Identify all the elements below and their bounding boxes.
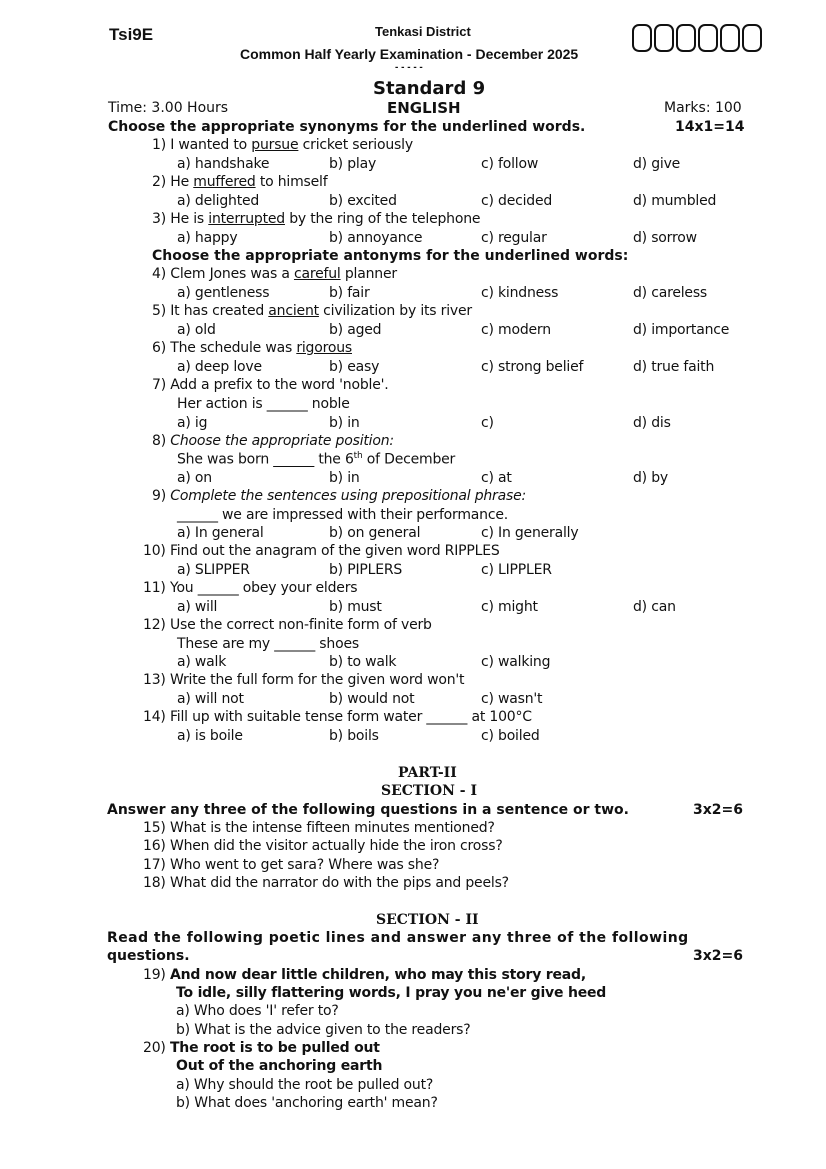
- question-11: 11) You ______ obey your elders: [143, 580, 358, 596]
- marks-label: Marks: 100: [664, 100, 742, 116]
- q19-subquestion-a: a) Who does 'I' refer to?: [176, 1003, 339, 1019]
- subject-title: ENGLISH: [387, 99, 461, 117]
- q10-option-b: b) PIPLERS: [329, 562, 403, 578]
- q13-option-b: b) would not: [329, 691, 415, 707]
- q12-option-b: b) to walk: [329, 654, 397, 670]
- q7-option-a: a) ig: [177, 415, 208, 431]
- question-1: 1) I wanted to pursue cricket seriously: [152, 137, 413, 153]
- q6-option-d: d) true faith: [633, 359, 715, 375]
- q14-option-a: a) is boile: [177, 728, 243, 744]
- q8-option-d: d) by: [633, 470, 668, 486]
- q4-option-a: a) gentleness: [177, 285, 270, 301]
- q8-option-a: a) on: [177, 470, 212, 486]
- q11-option-c: c) might: [481, 599, 538, 615]
- antonyms-instruction: Choose the appropriate antonyms for the underlined words:: [152, 248, 629, 264]
- paper-code: Tsi9E: [109, 25, 154, 44]
- q3-option-c: c) regular: [481, 230, 547, 246]
- q13-option-a: a) will not: [177, 691, 244, 707]
- q6-option-c: c) strong belief: [481, 359, 584, 375]
- question-6: 6) The schedule was rigorous: [152, 340, 352, 356]
- q12-sentence: These are my ______ shoes: [177, 636, 359, 652]
- question-17: 17) Who went to get sara? Where was she?: [143, 857, 440, 873]
- q5-option-b: b) aged: [329, 322, 382, 338]
- district-title: Tenkasi District: [375, 24, 471, 39]
- question-19: 19) And now dear little children, who may this story read,: [143, 967, 586, 983]
- question-20: 20) The root is to be pulled out: [143, 1040, 380, 1056]
- question-2: 2) He muffered to himself: [152, 174, 328, 190]
- q11-option-a: a) will: [177, 599, 218, 615]
- question-5: 5) It has created ancient civilization by its river: [152, 303, 472, 319]
- q14-option-c: c) boiled: [481, 728, 540, 744]
- q12-option-c: c) walking: [481, 654, 551, 670]
- section1-marks: 3x2=6: [693, 802, 743, 818]
- q8-sentence: She was born ______ the 6th of December: [177, 451, 456, 468]
- q1-option-c: c) follow: [481, 156, 539, 172]
- q19-poem-line2: To idle, silly flattering words, I pray you ne'er give heed: [176, 985, 607, 1001]
- q2-option-c: c) decided: [481, 193, 553, 209]
- question-4: 4) Clem Jones was a careful planner: [152, 266, 397, 282]
- q4-option-c: c) kindness: [481, 285, 559, 301]
- q12-option-a: a) walk: [177, 654, 227, 670]
- question-3: 3) He is interrupted by the ring of the telephone: [152, 211, 481, 227]
- question-14: 14) Fill up with suitable tense form water ______ at 100°C: [143, 709, 532, 725]
- q7-option-b: b) in: [329, 415, 360, 431]
- q9-option-a: a) In general: [177, 525, 264, 541]
- q1-option-b: b) play: [329, 156, 377, 172]
- section1-instruction: Answer any three of the following questions in a sentence or two.: [107, 802, 629, 818]
- q1-option-a: a) handshake: [177, 156, 270, 172]
- q2-option-d: d) mumbled: [633, 193, 717, 209]
- section2-instruction-line2: questions.: [107, 948, 190, 964]
- q3-option-a: a) happy: [177, 230, 238, 246]
- q2-option-b: b) excited: [329, 193, 397, 209]
- q11-option-b: b) must: [329, 599, 382, 615]
- part2-title: PART-II: [398, 765, 457, 781]
- q8-option-c: c) at: [481, 470, 512, 486]
- question-8: 8) Choose the appropriate position:: [152, 433, 394, 449]
- q20-subquestion-b: b) What does 'anchoring earth' mean?: [176, 1095, 438, 1111]
- q10-option-a: a) SLIPPER: [177, 562, 250, 578]
- q11-option-d: d) can: [633, 599, 676, 615]
- section2-title: SECTION - II: [376, 912, 479, 928]
- section2-instruction-line1: Read the following poetic lines and answer any three of the following: [107, 930, 689, 946]
- q5-option-c: c) modern: [481, 322, 551, 338]
- register-number-boxes: [632, 24, 762, 52]
- q9-option-c: c) In generally: [481, 525, 579, 541]
- time-label: Time: 3.00 Hours: [108, 100, 229, 116]
- section1-title: SECTION - I: [381, 783, 477, 799]
- q3-option-d: d) sorrow: [633, 230, 697, 246]
- q20-subquestion-a: a) Why should the root be pulled out?: [176, 1077, 434, 1093]
- q20-poem-line2: Out of the anchoring earth: [176, 1058, 383, 1074]
- part1-marks: 14x1=14: [675, 119, 745, 135]
- question-18: 18) What did the narrator do with the pips and peels?: [143, 875, 509, 891]
- section2-marks: 3x2=6: [693, 948, 743, 964]
- q5-option-d: d) importance: [633, 322, 730, 338]
- q7-option-c: c): [481, 415, 494, 431]
- q13-option-c: c) wasn't: [481, 691, 543, 707]
- q9-option-b: b) on general: [329, 525, 421, 541]
- q6-option-b: b) easy: [329, 359, 380, 375]
- q2-option-a: a) delighted: [177, 193, 260, 209]
- q8-option-b: b) in: [329, 470, 360, 486]
- q10-option-c: c) LIPPLER: [481, 562, 552, 578]
- header-dashes: - - - - -: [395, 62, 423, 73]
- exam-title: Common Half Yearly Examination - December 2025: [240, 46, 579, 62]
- q19-subquestion-b: b) What is the advice given to the readers?: [176, 1022, 471, 1038]
- q1-option-d: d) give: [633, 156, 681, 172]
- question-7: 7) Add a prefix to the word 'noble'.: [152, 377, 389, 393]
- question-16: 16) When did the visitor actually hide the iron cross?: [143, 838, 503, 854]
- q5-option-a: a) old: [177, 322, 216, 338]
- q9-sentence: ______ we are impressed with their performance.: [177, 507, 509, 523]
- q4-option-d: d) careless: [633, 285, 708, 301]
- standard-title: Standard 9: [373, 78, 486, 99]
- synonyms-instruction: Choose the appropriate synonyms for the underlined words.: [108, 119, 586, 135]
- q14-option-b: b) boils: [329, 728, 379, 744]
- q4-option-b: b) fair: [329, 285, 370, 301]
- q7-sentence: Her action is ______ noble: [177, 396, 350, 412]
- question-13: 13) Write the full form for the given word won't: [143, 672, 465, 688]
- question-10: 10) Find out the anagram of the given word RIPPLES: [143, 543, 500, 559]
- question-9: 9) Complete the sentences using prepositional phrase:: [152, 488, 527, 504]
- q3-option-b: b) annoyance: [329, 230, 423, 246]
- question-15: 15) What is the intense fifteen minutes mentioned?: [143, 820, 495, 836]
- q6-option-a: a) deep love: [177, 359, 262, 375]
- q7-option-d: d) dis: [633, 415, 671, 431]
- question-12: 12) Use the correct non-finite form of verb: [143, 617, 432, 633]
